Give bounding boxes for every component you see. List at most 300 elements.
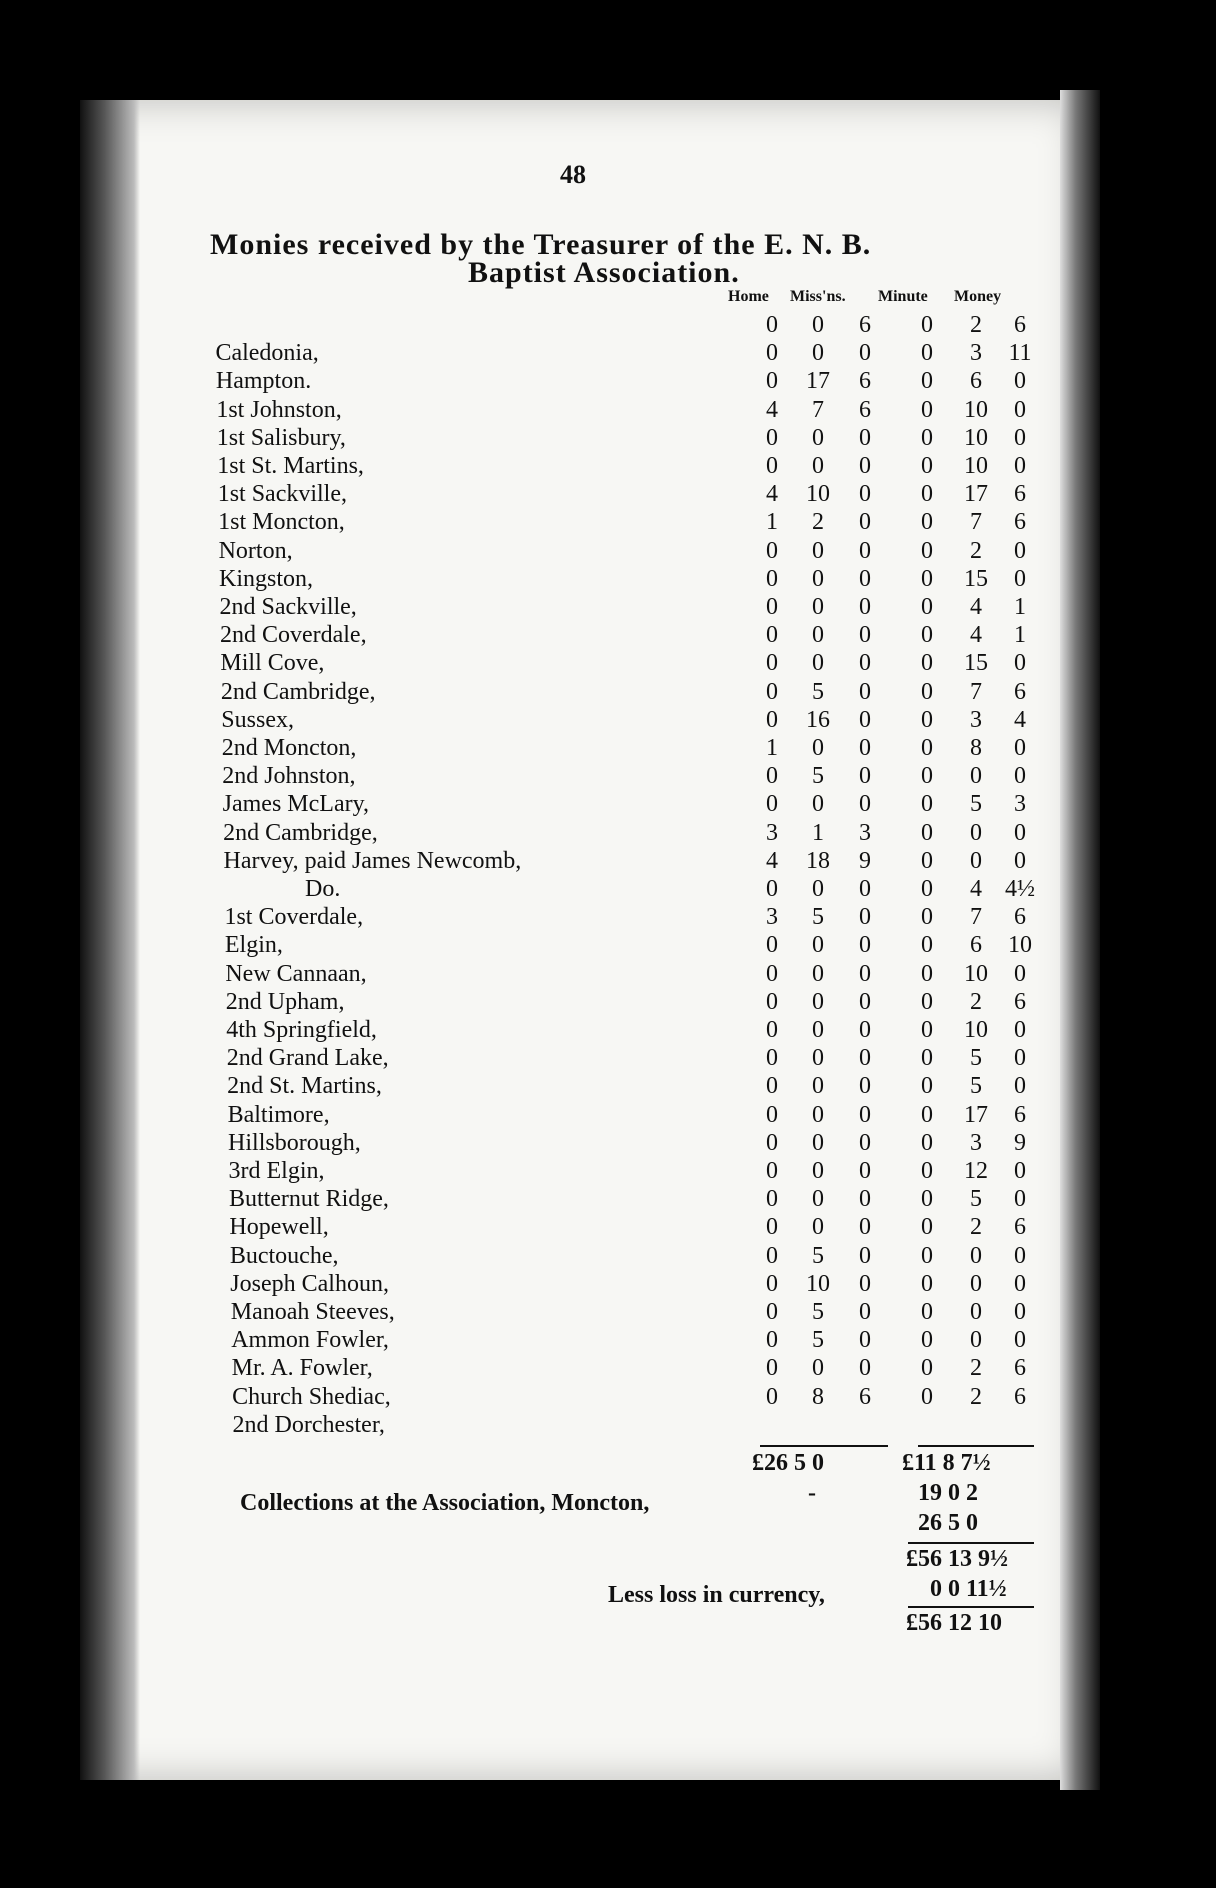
minute-money-cell: 0 <box>921 340 933 367</box>
home-missions-cell: 7 <box>812 396 824 423</box>
row-name: 2nd Grand Lake, <box>226 1045 389 1072</box>
home-missions-cell: 0 <box>766 340 778 367</box>
minute-money-cell: 6 <box>1014 312 1026 338</box>
table-row <box>0 1129 1026 1158</box>
minute-money-cell: 6 <box>1014 678 1026 705</box>
row-name: 2nd Coverdale, <box>219 622 367 649</box>
minute-money-cell: 0 <box>1014 537 1026 564</box>
minute-money-cell: 0 <box>1014 1073 1026 1100</box>
home-missions-cell: 0 <box>859 1101 871 1128</box>
minute-money-cell: 8 <box>970 735 982 761</box>
home-missions-cell: 0 <box>812 735 824 761</box>
minute-money-cell: 17 <box>964 1101 988 1128</box>
column-header-missions: Miss'ns. <box>790 288 846 305</box>
home-missions-cell: 0 <box>812 340 824 367</box>
minute-money-cell: 12 <box>964 1158 988 1184</box>
minute-money-cell: 2 <box>970 988 982 1015</box>
minute-money-cell: 0 <box>970 1242 982 1269</box>
table-row <box>0 1073 1026 1101</box>
home-missions-cell: 0 <box>859 453 871 479</box>
row-name: 1st Coverdale, <box>224 904 364 931</box>
home-missions-cell: 1 <box>812 819 824 846</box>
home-missions-cell: 0 <box>859 988 871 1015</box>
home-missions-cell: 0 <box>812 960 824 987</box>
row-name: 2nd Johnston, <box>222 763 356 790</box>
table-row <box>0 340 1032 368</box>
minute-money-cell: 6 <box>1014 509 1026 536</box>
table-row <box>0 1101 1026 1130</box>
home-missions-cell: 0 <box>812 1158 824 1184</box>
minute-money-cell: 0 <box>921 1073 933 1100</box>
row-name: Joseph Calhoun, <box>230 1270 389 1297</box>
home-missions-cell: 0 <box>812 1129 824 1156</box>
home-missions-cell: 0 <box>766 1158 778 1184</box>
minute-money-cell: 0 <box>1014 650 1026 677</box>
minute-money-cell: 10 <box>1008 932 1032 959</box>
carried-home-value: 26 5 0 <box>918 1510 978 1536</box>
home-missions-cell: 0 <box>766 1299 778 1325</box>
minute-money-cell: 0 <box>1014 1270 1026 1297</box>
minute-money-cell: 2 <box>970 537 982 564</box>
minute-money-cell: 0 <box>970 1299 982 1325</box>
minute-money-cell: 0 <box>921 1129 933 1156</box>
minute-money-cell: 0 <box>970 763 982 790</box>
home-missions-cell: 10 <box>806 481 830 508</box>
table-row <box>0 537 1026 566</box>
row-name: Mill Cove, <box>220 650 325 677</box>
row-name: Buctouche, <box>229 1242 339 1269</box>
minute-money-cell: 0 <box>921 960 933 987</box>
table-row <box>0 876 1035 904</box>
table-row <box>0 763 1026 791</box>
minute-money-cell: 0 <box>921 1214 933 1241</box>
home-missions-cell: 0 <box>766 763 778 790</box>
minute-money-cell: 3 <box>1014 791 1026 818</box>
home-missions-cell: 0 <box>859 876 871 902</box>
minute-money-cell: 0 <box>921 565 933 592</box>
home-missions-cell: 5 <box>812 678 824 705</box>
row-name: Elgin, <box>224 932 283 959</box>
home-missions-cell: 0 <box>859 622 871 649</box>
table-row <box>0 312 1026 340</box>
table-row <box>0 1242 1026 1271</box>
row-name: 2nd St. Martins, <box>227 1073 382 1100</box>
minute-money-cell: 0 <box>921 706 933 733</box>
home-missions-cell: 0 <box>766 650 778 677</box>
row-name: 1st Salisbury, <box>216 424 346 451</box>
home-missions-cell: 2 <box>812 509 824 536</box>
home-missions-cell: 6 <box>859 396 871 423</box>
minute-money-cell: 0 <box>921 1045 933 1072</box>
table-row <box>0 847 1026 876</box>
home-missions-cell: 0 <box>859 340 871 367</box>
home-missions-cell: 0 <box>859 1270 871 1297</box>
minute-money-cell: 10 <box>964 960 988 987</box>
row-name: 4th Springfield, <box>226 1017 377 1043</box>
home-missions-cell: 0 <box>859 1073 871 1100</box>
minute-money-cell: 0 <box>921 1186 933 1213</box>
minute-money-cell: 0 <box>921 763 933 790</box>
home-missions-cell: 0 <box>859 537 871 564</box>
minute-money-cell: 0 <box>921 847 933 874</box>
home-missions-cell: 0 <box>766 594 778 620</box>
minute-money-cell: 6 <box>1014 1214 1026 1241</box>
minute-money-cell: 0 <box>1014 847 1026 874</box>
table-row <box>0 706 1026 735</box>
minute-money-cell: 0 <box>1014 763 1026 790</box>
minute-money-cell: 7 <box>970 904 982 931</box>
home-missions-cell: 0 <box>766 565 778 592</box>
subtotal-minute: £11 8 7½ <box>902 1450 991 1476</box>
home-missions-cell: 0 <box>766 1101 778 1128</box>
subtotal-rule-minute <box>918 1445 1034 1447</box>
table-row <box>0 1383 1026 1412</box>
table-row <box>0 791 1026 819</box>
home-missions-cell: 0 <box>812 1214 824 1241</box>
table-row <box>0 678 1026 707</box>
home-missions-cell: 0 <box>766 1129 778 1156</box>
minute-money-cell: 0 <box>921 650 933 677</box>
minute-money-cell: 6 <box>970 932 982 959</box>
home-missions-cell: 0 <box>859 904 871 931</box>
home-missions-cell: 0 <box>766 1045 778 1072</box>
row-name: James McLary, <box>222 791 370 818</box>
minute-money-cell: 5 <box>970 791 982 818</box>
home-missions-cell: 8 <box>812 1383 824 1410</box>
table-row <box>0 819 1026 848</box>
row-name: 1st Johnston, <box>216 396 342 423</box>
table-row <box>0 594 1026 622</box>
collections-label: Collections at the Association, Moncton, <box>240 1490 650 1516</box>
home-missions-cell: 3 <box>766 904 778 931</box>
home-missions-cell: 0 <box>812 453 824 479</box>
minute-money-cell: 0 <box>921 509 933 536</box>
table-row <box>0 396 1026 425</box>
home-missions-cell: 0 <box>812 1073 824 1100</box>
row-name: 2nd Dorchester, <box>232 1411 385 1438</box>
grand-total: £56 12 10 <box>906 1610 1002 1636</box>
row-name: Manoah Steeves, <box>230 1299 395 1325</box>
home-missions-cell: 0 <box>766 1327 778 1354</box>
home-missions-cell: 0 <box>859 763 871 790</box>
minute-money-cell: 4 <box>970 594 982 620</box>
table-row <box>0 565 1026 594</box>
home-missions-cell: 0 <box>812 876 824 902</box>
subtotal-rule-home <box>760 1445 888 1447</box>
minute-money-cell: 6 <box>1014 1355 1026 1382</box>
minute-money-cell: 0 <box>921 735 933 761</box>
table-row <box>0 904 1026 932</box>
home-missions-cell: 16 <box>806 706 830 733</box>
row-name: 2nd Cambridge, <box>220 678 376 705</box>
row-name: 2nd Sackville, <box>219 594 357 620</box>
minute-money-cell: 10 <box>964 424 988 451</box>
home-missions-cell: 3 <box>859 819 871 846</box>
home-missions-cell: 0 <box>859 960 871 987</box>
row-name: Baltimore, <box>227 1101 330 1128</box>
home-missions-cell: 0 <box>859 594 871 620</box>
minute-money-cell: 0 <box>1014 1045 1026 1072</box>
minute-money-cell: 0 <box>921 1242 933 1269</box>
table-row <box>0 1186 1026 1214</box>
minute-money-cell: 0 <box>1014 819 1026 846</box>
home-missions-cell: 4 <box>766 847 778 874</box>
home-missions-cell: 0 <box>766 368 778 395</box>
minute-money-cell: 0 <box>1014 960 1026 987</box>
minute-money-cell: 0 <box>921 1101 933 1128</box>
home-missions-cell: 0 <box>859 565 871 592</box>
minute-money-cell: 0 <box>921 1270 933 1297</box>
minute-money-cell: 0 <box>921 1383 933 1410</box>
table-row <box>0 932 1032 960</box>
minute-money-cell: 0 <box>970 847 982 874</box>
home-missions-cell: 0 <box>859 424 871 451</box>
minute-money-cell: 0 <box>921 904 933 931</box>
row-name: Butternut Ridge, <box>228 1186 389 1213</box>
row-name: 1st Moncton, <box>218 509 345 536</box>
row-name: Hillsborough, <box>228 1129 361 1156</box>
minute-money-cell: 0 <box>1014 368 1026 395</box>
home-missions-cell: 0 <box>812 1101 824 1128</box>
home-missions-cell: 0 <box>766 1073 778 1100</box>
minute-money-cell: 6 <box>970 368 982 395</box>
row-name: Kingston, <box>219 565 314 592</box>
minute-money-cell: 1 <box>1014 622 1026 649</box>
minute-money-cell: 0 <box>921 368 933 395</box>
home-missions-cell: 0 <box>812 594 824 620</box>
row-name: Sussex, <box>221 706 294 733</box>
minute-money-cell: 0 <box>970 1327 982 1354</box>
home-missions-cell: 18 <box>806 847 830 874</box>
minute-money-cell: 6 <box>1014 481 1026 508</box>
home-missions-cell: 0 <box>766 1017 778 1043</box>
page-number: 48 <box>560 160 586 189</box>
table-row <box>0 1270 1026 1299</box>
home-missions-cell: 0 <box>859 735 871 761</box>
minute-money-cell: 6 <box>1014 1383 1026 1410</box>
minute-money-cell: 9 <box>1014 1129 1026 1156</box>
home-missions-cell: 0 <box>766 791 778 818</box>
home-missions-cell: 0 <box>859 1017 871 1043</box>
row-name: Ammon Fowler, <box>231 1327 389 1354</box>
minute-money-cell: 3 <box>970 340 982 367</box>
home-missions-cell: 0 <box>859 706 871 733</box>
minute-money-cell: 0 <box>1014 396 1026 423</box>
minute-money-cell: 3 <box>970 1129 982 1156</box>
table-row <box>0 424 1026 453</box>
home-missions-cell: 0 <box>766 988 778 1015</box>
home-missions-cell: 0 <box>812 622 824 649</box>
sum-total: £56 13 9½ <box>906 1546 1008 1572</box>
minute-money-cell: 15 <box>964 565 988 592</box>
row-name: Norton, <box>218 537 293 564</box>
minute-money-cell: 0 <box>921 1299 933 1325</box>
minute-money-cell: 0 <box>1014 1017 1026 1043</box>
home-missions-cell: 9 <box>859 847 871 874</box>
home-missions-cell: 0 <box>766 932 778 959</box>
table-row <box>0 481 1026 509</box>
minute-money-cell: 0 <box>921 791 933 818</box>
minute-money-cell: 4 <box>1014 706 1026 733</box>
home-missions-cell: 10 <box>806 1270 830 1297</box>
minute-money-cell: 0 <box>921 988 933 1015</box>
minute-money-cell: 0 <box>921 537 933 564</box>
table-row <box>0 509 1026 537</box>
home-missions-cell: 0 <box>859 1327 871 1354</box>
minute-money-cell: 7 <box>970 509 982 536</box>
minute-money-cell: 6 <box>1014 988 1026 1015</box>
loss-value: 0 0 11½ <box>930 1576 1007 1602</box>
minute-money-cell: 4 <box>970 876 982 902</box>
home-missions-cell: 0 <box>812 1017 824 1043</box>
home-missions-cell: 0 <box>859 791 871 818</box>
home-missions-cell: 0 <box>766 424 778 451</box>
home-missions-cell: 4 <box>766 481 778 508</box>
minute-money-cell: 0 <box>921 819 933 846</box>
home-missions-cell: 0 <box>812 791 824 818</box>
minute-money-cell: 15 <box>964 650 988 677</box>
minute-money-cell: 2 <box>970 1355 982 1382</box>
minute-money-cell: 5 <box>970 1045 982 1072</box>
home-missions-cell: 0 <box>859 650 871 677</box>
home-missions-cell: 0 <box>812 424 824 451</box>
home-missions-cell: 5 <box>812 1299 824 1325</box>
home-missions-cell: 6 <box>859 368 871 395</box>
minute-money-cell: 5 <box>970 1186 982 1213</box>
minute-money-cell: 5 <box>970 1073 982 1100</box>
table-row <box>0 1327 1026 1355</box>
loss-label: Less loss in currency, <box>608 1582 825 1608</box>
home-missions-cell: 0 <box>766 1186 778 1213</box>
table-row <box>0 1214 1026 1242</box>
home-missions-cell: 0 <box>766 1383 778 1410</box>
collections-value: 19 0 2 <box>918 1480 978 1506</box>
table-row <box>0 1158 1026 1186</box>
minute-money-cell: 0 <box>1014 1158 1026 1184</box>
grand-total-rule <box>908 1606 1034 1608</box>
minute-money-cell: 6 <box>1014 1101 1026 1128</box>
table-row <box>0 368 1026 396</box>
table-row <box>0 988 1026 1017</box>
home-missions-cell: 0 <box>812 312 824 338</box>
minute-money-cell: 0 <box>921 622 933 649</box>
home-missions-cell: 0 <box>859 1299 871 1325</box>
table-row <box>0 1017 1026 1045</box>
table-row <box>0 1299 1026 1327</box>
home-missions-cell: 0 <box>766 678 778 705</box>
minute-money-cell: 0 <box>921 312 933 338</box>
home-missions-cell: 0 <box>859 1158 871 1184</box>
minute-money-cell: 10 <box>964 453 988 479</box>
row-name: 3rd Elgin, <box>228 1158 325 1184</box>
home-missions-cell: 0 <box>766 312 778 338</box>
home-missions-cell: 0 <box>859 1129 871 1156</box>
home-missions-cell: 5 <box>812 904 824 931</box>
minute-money-cell: 1 <box>1014 594 1026 620</box>
row-name: New Cannaan, <box>225 960 367 987</box>
minute-money-cell: 0 <box>921 594 933 620</box>
minute-money-cell: 0 <box>921 1355 933 1382</box>
minute-money-cell: 4 <box>970 622 982 649</box>
minute-money-cell: 0 <box>921 876 933 902</box>
page-title: Monies received by the Treasurer of the E. N. B. <box>210 228 872 261</box>
home-missions-cell: 0 <box>812 988 824 1015</box>
home-missions-cell: 0 <box>766 706 778 733</box>
column-header-money: Money <box>954 288 1002 305</box>
minute-money-cell: 0 <box>921 1158 933 1184</box>
home-missions-cell: 0 <box>812 932 824 959</box>
home-missions-cell: 4 <box>766 396 778 423</box>
table-row <box>0 622 1026 650</box>
home-missions-cell: 17 <box>806 368 830 395</box>
home-missions-cell: 0 <box>812 1045 824 1072</box>
home-missions-cell: 6 <box>859 1383 871 1410</box>
page-edge-shadow <box>1060 90 1100 1790</box>
row-name: Do. <box>305 876 341 902</box>
home-missions-cell: 6 <box>859 312 871 338</box>
minute-money-cell: 0 <box>1014 735 1026 761</box>
home-missions-cell: 5 <box>812 763 824 790</box>
home-missions-cell: 0 <box>859 1355 871 1382</box>
home-missions-cell: 0 <box>859 1186 871 1213</box>
home-missions-cell: 0 <box>859 1242 871 1269</box>
home-missions-cell: 0 <box>766 453 778 479</box>
table-row <box>0 1412 900 1440</box>
collections-mark: - <box>808 1480 816 1506</box>
row-name: Harvey, paid James Newcomb, <box>223 847 522 874</box>
row-name: 1st Sackville, <box>217 481 348 508</box>
sum-rule <box>908 1542 1034 1544</box>
row-name: Caledonia, <box>215 340 319 367</box>
row-name: 2nd Cambridge, <box>223 819 378 846</box>
home-missions-cell: 0 <box>766 876 778 902</box>
minute-money-cell: 0 <box>1014 1327 1026 1354</box>
minute-money-cell: 3 <box>970 706 982 733</box>
minute-money-cell: 0 <box>1014 1186 1026 1213</box>
home-missions-cell: 0 <box>766 1355 778 1382</box>
table-row <box>0 650 1026 678</box>
minute-money-cell: 0 <box>921 396 933 423</box>
row-name: Hopewell, <box>229 1214 329 1241</box>
subtotal-home: £26 5 0 <box>752 1450 824 1476</box>
minute-money-cell: 2 <box>970 312 982 338</box>
minute-money-cell: 11 <box>1008 340 1032 367</box>
row-name: 1st St. Martins, <box>217 453 364 479</box>
home-missions-cell: 1 <box>766 735 778 761</box>
page-subtitle: Baptist Association. <box>468 256 740 289</box>
home-missions-cell: 3 <box>766 819 778 846</box>
minute-money-cell: 0 <box>921 481 933 508</box>
home-missions-cell: 0 <box>766 960 778 987</box>
minute-money-cell: 0 <box>1014 1242 1026 1269</box>
row-name: 2nd Moncton, <box>221 735 357 761</box>
home-missions-cell: 0 <box>766 1270 778 1297</box>
minute-money-cell: 2 <box>970 1214 982 1241</box>
table-row <box>0 960 1026 989</box>
home-missions-cell: 0 <box>766 622 778 649</box>
minute-money-cell: 6 <box>1014 904 1026 931</box>
row-name: Hampton. <box>215 368 312 395</box>
minute-money-cell: 10 <box>964 396 988 423</box>
home-missions-cell: 0 <box>812 565 824 592</box>
minute-money-cell: 10 <box>964 1017 988 1043</box>
table-row <box>0 453 1026 481</box>
home-missions-cell: 0 <box>859 481 871 508</box>
home-missions-cell: 1 <box>766 509 778 536</box>
home-missions-cell: 5 <box>812 1242 824 1269</box>
minute-money-cell: 4½ <box>1005 876 1035 902</box>
minute-money-cell: 0 <box>1014 453 1026 479</box>
